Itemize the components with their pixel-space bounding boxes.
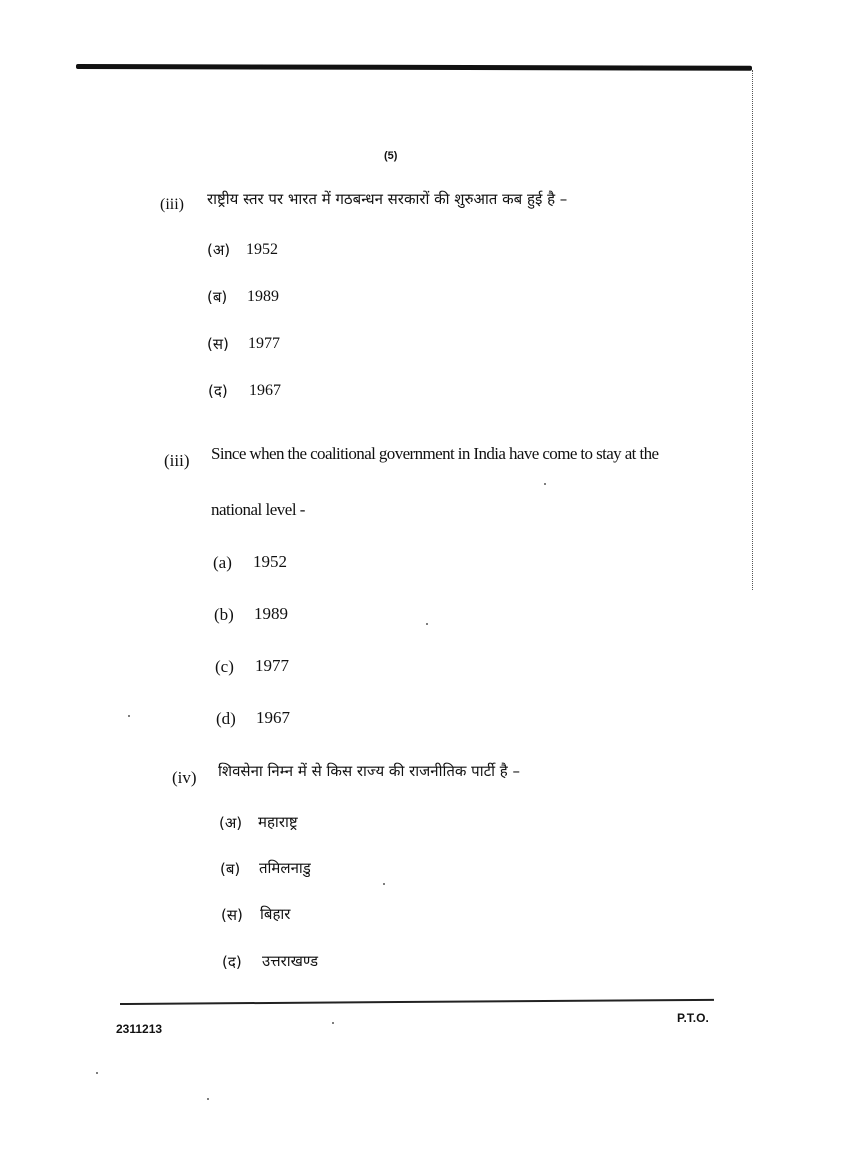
- pto-label: P.T.O.: [677, 1011, 709, 1025]
- top-rule: [76, 64, 752, 71]
- question-number: (iii): [160, 196, 184, 213]
- option-label: (d): [216, 709, 236, 728]
- option-value: बिहार: [260, 905, 291, 923]
- question-text-english-line1: Since when the coalitional government in India have come to stay at the: [211, 444, 659, 463]
- page-number: (5): [384, 150, 398, 162]
- bottom-rule: [120, 999, 714, 1005]
- option-label: (ब): [207, 288, 228, 306]
- scan-speck: [332, 1022, 334, 1024]
- scan-speck: [207, 1098, 209, 1100]
- option-label: (b): [214, 605, 234, 624]
- option-label: (c): [215, 657, 234, 676]
- question-number: (iii): [164, 451, 190, 470]
- page-edge-binding: [752, 70, 756, 590]
- option-value: 1952: [253, 552, 287, 571]
- option-value: 1967: [256, 708, 290, 727]
- option-value: 1977: [255, 656, 289, 675]
- question-number: (iv): [172, 768, 197, 787]
- option-label: (a): [213, 553, 232, 572]
- option-label: (द): [208, 382, 228, 400]
- option-value: 1967: [249, 382, 281, 399]
- scan-speck: [383, 883, 385, 885]
- option-label: (स): [221, 906, 243, 924]
- option-value: 1989: [254, 604, 288, 623]
- scan-speck: [128, 715, 130, 717]
- scan-speck: [96, 1072, 98, 1074]
- option-label: (द): [222, 953, 242, 971]
- option-label: (अ): [207, 241, 231, 259]
- option-value: उत्तराखण्ड: [262, 952, 319, 970]
- option-value: महाराष्ट्र: [258, 813, 298, 831]
- question-text-hindi: राष्ट्रीय स्तर पर भारत में गठबन्धन सरकारों की शुरुआत कब हुई है –: [207, 190, 568, 208]
- option-label: (ब): [220, 860, 241, 878]
- option-label: (स): [207, 335, 229, 353]
- option-value: 1952: [246, 241, 278, 258]
- option-value: 1977: [248, 335, 280, 352]
- option-value: तमिलनाडु: [259, 859, 311, 877]
- option-value: 1989: [247, 288, 279, 305]
- paper-code: 2311213: [116, 1022, 163, 1036]
- scan-speck: [426, 623, 428, 625]
- scan-speck: [544, 483, 546, 485]
- question-text-english-line2: national level -: [211, 500, 305, 519]
- option-label: (अ): [219, 814, 243, 832]
- question-text-hindi: शिवसेना निम्न में से किस राज्य की राजनीतिक पार्टी है –: [218, 762, 521, 780]
